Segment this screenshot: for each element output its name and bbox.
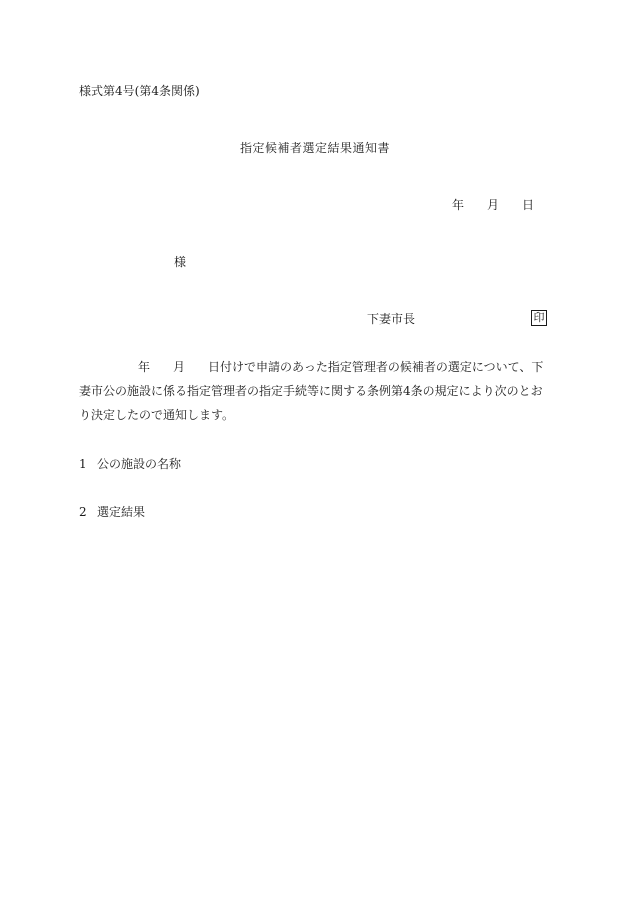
list-item [79,457,181,471]
form-number: 様式第4号(第4条関係) [79,84,200,98]
addressee-suffix: 様 [174,255,187,269]
date-month-label: 月 [487,198,500,212]
item-number: 1 [79,457,87,471]
item-label: 公の施設の名称 [97,457,182,471]
body-year-label: 年 [138,360,151,374]
date-line [452,198,534,212]
item-number: 2 [79,505,87,519]
body-month-label: 月 [173,360,186,374]
body-text: 日付けで申請のあった指定管理者の候補者の選定について、下妻市公の施設に係る指定管理者の指定手続等に関する条例第4条の規定により次のとおり決定したので通知します。 [79,360,544,422]
list-item [79,505,145,519]
date-year-label: 年 [452,198,465,212]
issuer-name: 下妻市長 [367,312,416,326]
item-label: 選定結果 [97,505,146,519]
document-title: 指定候補者選定結果通知書 [239,141,390,155]
seal-mark: 印 [531,310,547,326]
body-paragraph [79,355,549,427]
date-day-label: 日 [522,198,535,212]
